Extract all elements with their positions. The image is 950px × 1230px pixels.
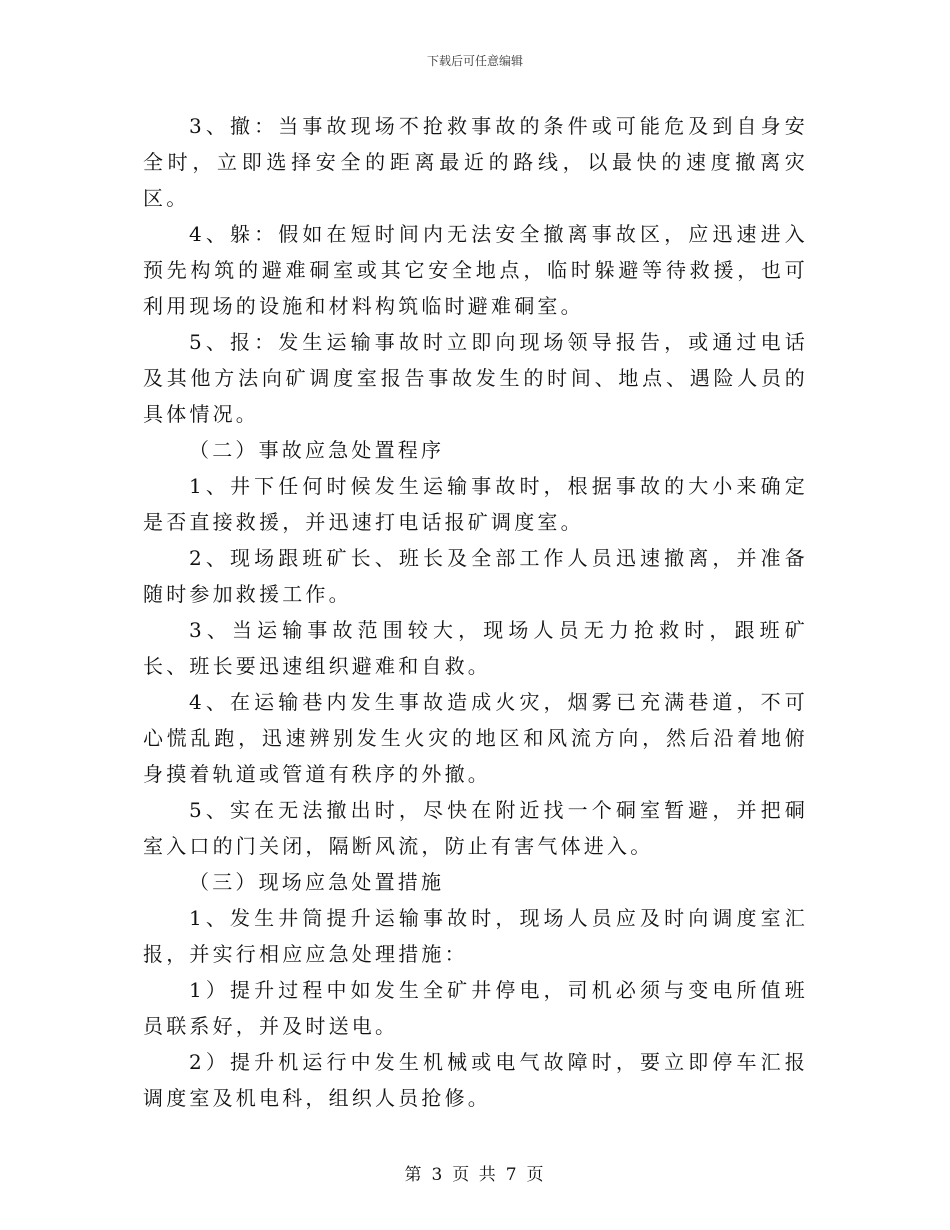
- paragraph: 1、发生井筒提升运输事故时，现场人员应及时向调度室汇报，并实行相应应急处理措施：: [143, 906, 808, 966]
- paragraph: 3、当运输事故范围较大，现场人员无力抢救时，跟班矿长、班长要迅速组织避难和自救。: [143, 618, 808, 678]
- paragraph: 1、井下任何时候发生运输事故时，根据事故的大小来确定是否直接救援，并迅速打电话报矿调度室。: [143, 474, 808, 534]
- footer-page-number: 3: [431, 1165, 445, 1185]
- section-heading: （三）现场应急处置措施: [189, 870, 445, 894]
- page-footer: [0, 1160, 950, 1185]
- section-heading: （二）事故应急处置程序: [189, 438, 445, 462]
- document-body: [143, 108, 808, 1116]
- paragraph: 5、报：发生运输事故时立即向现场领导报告，或通过电话及其他方法向矿调度室报告事故发生的时间、地点、遇险人员的具体情况。: [143, 330, 808, 426]
- paragraph: 2、现场跟班矿长、班长及全部工作人员迅速撤离，并准备随时参加救援工作。: [143, 546, 808, 606]
- footer-prefix: 第: [404, 1165, 424, 1185]
- paragraph: 3、撤：当事故现场不抢救事故的条件或可能危及到自身安全时，立即选择安全的距离最近的路线，以最快的速度撤离灾区。: [143, 114, 808, 210]
- paragraph: 4、在运输巷内发生事故造成火灾，烟雾已充满巷道，不可心慌乱跑，迅速辨别发生火灾的地区和风流方向，然后沿着地俯身摸着轨道或管道有秩序的外撤。: [143, 690, 808, 786]
- footer-mid: 页 共: [452, 1165, 498, 1185]
- footer-total-pages: 7: [505, 1165, 519, 1185]
- paragraph: 1）提升过程中如发生全矿井停电，司机必须与变电所值班员联系好，并及时送电。: [143, 978, 808, 1038]
- paragraph: 2）提升机运行中发生机械或电气故障时，要立即停车汇报调度室及机电科，组织人员抢修。: [143, 1050, 808, 1110]
- footer-suffix: 页: [526, 1165, 546, 1185]
- paragraph: 4、躲：假如在短时间内无法安全撤离事故区，应迅速进入预先构筑的避难硐室或其它安全地点，临时躲避等待救援，也可利用现场的设施和材料构筑临时避难硐室。: [143, 222, 808, 318]
- paragraph: 5、实在无法撤出时，尽快在附近找一个硐室暂避，并把硐室入口的门关闭，隔断风流，防止有害气体进入。: [143, 798, 808, 858]
- page-header: 下载后可任意编辑: [426, 54, 523, 68]
